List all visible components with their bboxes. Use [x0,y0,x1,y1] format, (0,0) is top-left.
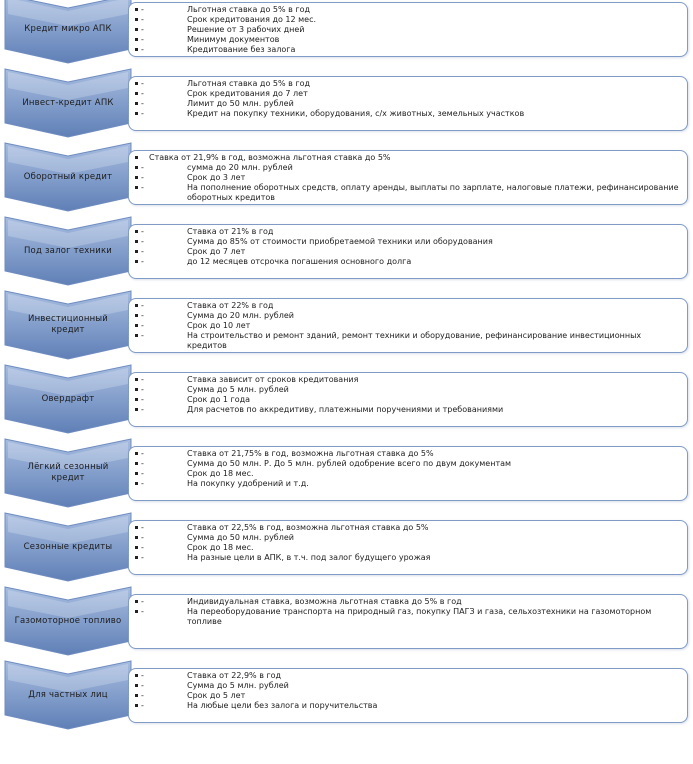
bullet-dot-icon [135,250,138,253]
bullet-dot-icon [135,482,138,485]
product-details-box [128,2,688,57]
bullet-marker: - [135,109,187,119]
bullet-text: Сумма до 50 млн. рублей [187,533,294,542]
bullet-marker: - [135,375,187,385]
bullet-marker: - [135,533,187,543]
bullet-item [135,533,679,543]
bullet-text: Срок до 5 лет [187,691,246,700]
product-label: Овердрафт [41,393,95,404]
bullet-item [135,257,679,267]
credit-product-row [0,216,693,290]
bullet-item [135,227,679,237]
bullet-marker: - [135,607,187,617]
bullet-text: Сумма до 5 млн. рублей [187,385,289,394]
credit-product-row [0,290,693,364]
bullet-text: Ставка от 22% в год [187,301,274,310]
bullet-item [135,375,679,385]
bullet-dot-icon [135,28,138,31]
bullet-text: Срок до 1 года [187,395,251,404]
bullet-text: Кредит на покупку техники, оборудования, с/х животных, земельных участков [187,109,525,118]
bullet-dot-icon [135,112,138,115]
bullet-marker: - [135,35,187,45]
bullet-item [135,173,679,183]
chevron-arrow [4,364,132,434]
bullet-text: Решение от 3 рабочих дней [187,25,305,34]
bullet-dot-icon [135,694,138,697]
bullet-marker: - [135,5,187,15]
credit-product-row [0,68,693,142]
bullet-list [135,523,679,563]
product-details-box [128,298,688,353]
bullet-list [135,227,679,267]
bullet-text: На покупку удобрений и т.д. [187,479,309,488]
chevron-arrow [4,512,132,582]
product-label: Газомоторное топливо [14,615,122,626]
bullet-marker: - [135,227,187,237]
bullet-dot-icon [135,240,138,243]
bullet-dot-icon [135,92,138,95]
product-label: Лёгкий сезонный кредит [27,462,109,483]
bullet-text: Срок кредитования до 7 лет [187,89,308,98]
bullet-dot-icon [135,304,138,307]
bullet-item [135,99,679,109]
bullet-dot-icon [135,472,138,475]
bullet-text: Кредитование без залога [187,45,296,54]
bullet-text: Ставка от 22,5% в год, возможна льготная ставка до 5% [187,523,429,532]
bullet-text: Льготная ставка до 5% в год [187,79,311,88]
bullet-dot-icon [135,48,138,51]
product-details-box [128,668,688,723]
bullet-item [135,449,679,459]
bullet-dot-icon [135,314,138,317]
bullet-dot-icon [135,378,138,381]
bullet-item [135,691,679,701]
bullet-marker: - [135,237,187,247]
bullet-marker: - [135,89,187,99]
bullet-text: Срок до 10 лет [187,321,251,330]
bullet-marker: - [135,257,187,267]
bullet-dot-icon [135,388,138,391]
bullet-text: На любые цели без залога и поручительства [187,701,378,710]
bullet-item [135,25,679,35]
bullet-text: Срок до 18 мес. [187,543,254,552]
bullet-dot-icon [135,324,138,327]
bullet-list [135,671,679,711]
credit-product-row [0,586,693,660]
bullet-item [135,459,679,469]
credit-product-row [0,0,693,68]
bullet-list [135,597,679,627]
bullet-marker: - [135,459,187,469]
bullet-dot-icon [135,260,138,263]
product-label: Для частных лиц [28,689,108,700]
bullet-dot-icon [135,102,138,105]
bullet-dot-icon [135,176,138,179]
bullet-dot-icon [135,408,138,411]
bullet-item [135,469,679,479]
bullet-dot-icon [135,546,138,549]
bullet-item [135,301,679,311]
bullet-item [135,331,679,351]
bullet-text: На пополнение оборотных средств, оплату аренды, выплаты по зарплате, налоговые платежи, рефинансирование оборотных кредитов [187,183,679,202]
bullet-marker: - [135,301,187,311]
bullet-list [135,375,679,415]
product-label: Инвестиционный кредит [28,314,108,335]
bullet-text: Индивидуальная ставка, возможна льготная ставка до 5% в год [187,597,462,606]
product-details-box [128,594,688,649]
bullet-marker: - [135,701,187,711]
bullet-item [135,385,679,395]
bullet-marker: - [135,385,187,395]
bullet-marker: - [135,321,187,331]
bullet-marker: - [135,25,187,35]
bullet-marker: - [135,183,187,193]
bullet-item [135,681,679,691]
bullet-text: На переоборудование транспорта на природный газ, покупку ПАГЗ и газа, сельхозтехники на газомоторном топливе [187,607,652,626]
bullet-marker: - [135,523,187,533]
bullet-text: На разные цели в АПК, в т.ч. под залог будущего урожая [187,553,431,562]
bullet-text: Ставка от 22,9% в год [187,671,282,680]
bullet-marker: - [135,597,187,607]
bullet-marker: - [135,247,187,257]
bullet-marker: - [135,405,187,415]
bullet-marker: - [135,311,187,321]
credit-product-row [0,512,693,586]
bullet-item [135,35,679,45]
bullet-dot-icon [135,452,138,455]
bullet-dot-icon [135,536,138,539]
bullet-marker: - [135,479,187,489]
bullet-text: Срок до 7 лет [187,247,246,256]
bullet-text: Для расчетов по аккредитиву, платежными поручениями и требованиями [187,405,504,414]
bullet-dot-icon [135,166,138,169]
bullet-list [135,79,679,119]
product-details-box [128,372,688,427]
credit-product-row [0,364,693,438]
bullet-text: Срок кредитования до 12 мес. [187,15,317,24]
bullet-marker: - [135,99,187,109]
bullet-item [135,321,679,331]
bullet-item [135,45,679,55]
bullet-text: Ставка от 21% в год [187,227,274,236]
bullet-dot-icon [135,526,138,529]
bullet-item [135,109,679,119]
bullet-item [135,89,679,99]
bullet-item [135,479,679,489]
bullet-marker: - [135,163,187,173]
product-details-box [128,150,688,205]
product-details-box [128,76,688,131]
bullet-text: Срок до 18 мес. [187,469,254,478]
product-details-box [128,520,688,575]
bullet-dot-icon [135,684,138,687]
bullet-dot-icon [135,610,138,613]
bullet-item [135,543,679,553]
bullet-marker: - [135,173,187,183]
bullet-text: Сумма до 5 млн. рублей [187,681,289,690]
bullet-dot-icon [135,462,138,465]
product-details-box [128,446,688,501]
product-label: Кредит микро АПК [24,23,112,34]
bullet-item [135,183,679,203]
chevron-arrow [4,0,132,64]
bullet-marker [135,153,149,159]
bullet-dot-icon [135,156,138,159]
bullet-dot-icon [135,704,138,707]
product-label: Сезонные кредиты [23,541,113,552]
bullet-item [135,553,679,563]
bullet-marker: - [135,395,187,405]
bullet-dot-icon [135,334,138,337]
bullet-dot-icon [135,230,138,233]
bullet-item [135,153,679,163]
product-label: Под залог техники [23,245,113,256]
bullet-dot-icon [135,674,138,677]
bullet-dot-icon [135,8,138,11]
chevron-arrow [4,68,132,138]
bullet-item [135,311,679,321]
bullet-dot-icon [135,600,138,603]
bullet-item [135,523,679,533]
bullet-list [135,301,679,351]
bullet-item [135,79,679,89]
credit-product-row [0,438,693,512]
bullet-item [135,5,679,15]
bullet-dot-icon [135,556,138,559]
bullet-marker: - [135,671,187,681]
bullet-item [135,247,679,257]
credit-product-row [0,142,693,216]
bullet-marker: - [135,449,187,459]
bullet-list [135,5,679,55]
bullet-marker: - [135,45,187,55]
bullet-item [135,163,679,173]
chevron-arrow [4,660,132,730]
bullet-item [135,405,679,415]
chevron-arrow [4,586,132,656]
bullet-text: Льготная ставка до 5% в год [187,5,311,14]
chevron-arrow [4,438,132,508]
bullet-text: Ставка от 21,9% в год, возможна льготная ставка до 5% [149,153,391,162]
bullet-dot-icon [135,38,138,41]
bullet-marker: - [135,15,187,25]
bullet-dot-icon [135,398,138,401]
chevron-arrow [4,290,132,360]
bullet-text: Сумма до 85% от стоимости приобретаемой техники или оборудования [187,237,493,246]
bullet-marker: - [135,469,187,479]
bullet-list [135,153,679,203]
bullet-item [135,395,679,405]
bullet-marker: - [135,681,187,691]
product-label: Инвест-кредит АПК [22,97,114,108]
bullet-marker: - [135,553,187,563]
bullet-text: до 12 месяцев отсрочка погашения основного долга [187,257,412,266]
bullet-text: Сумма до 20 млн. рублей [187,311,294,320]
bullet-marker: - [135,79,187,89]
bullet-item [135,597,679,607]
bullet-text: Ставка зависит от сроков кредитования [187,375,359,384]
bullet-text: Срок до 3 лет [187,173,246,182]
bullet-text: Ставка от 21,75% в год, возможна льготная ставка до 5% [187,449,434,458]
bullet-text: Минимум документов [187,35,280,44]
bullet-dot-icon [135,18,138,21]
bullet-item [135,237,679,247]
bullet-marker: - [135,331,187,341]
bullet-text: сумма до 20 млн. рублей [187,163,293,172]
bullet-item [135,701,679,711]
bullet-text: На строительство и ремонт зданий, ремонт техники и оборудование, рефинансирование инвестиционных кредитов [187,331,642,350]
bullet-marker: - [135,543,187,553]
chevron-arrow [4,216,132,286]
bullet-list [135,449,679,489]
bullet-item [135,671,679,681]
chevron-arrow [4,142,132,212]
bullet-dot-icon [135,82,138,85]
bullet-dot-icon [135,186,138,189]
credit-product-row [0,660,693,734]
bullet-text: Сумма до 50 млн. Р. До 5 млн. рублей одобрение всего по двум документам [187,459,512,468]
bullet-marker: - [135,691,187,701]
bullet-item [135,15,679,25]
product-label: Оборотный кредит [23,171,113,182]
bullet-text: Лимит до 50 млн. рублей [187,99,294,108]
product-details-box [128,224,688,279]
bullet-item [135,607,679,627]
